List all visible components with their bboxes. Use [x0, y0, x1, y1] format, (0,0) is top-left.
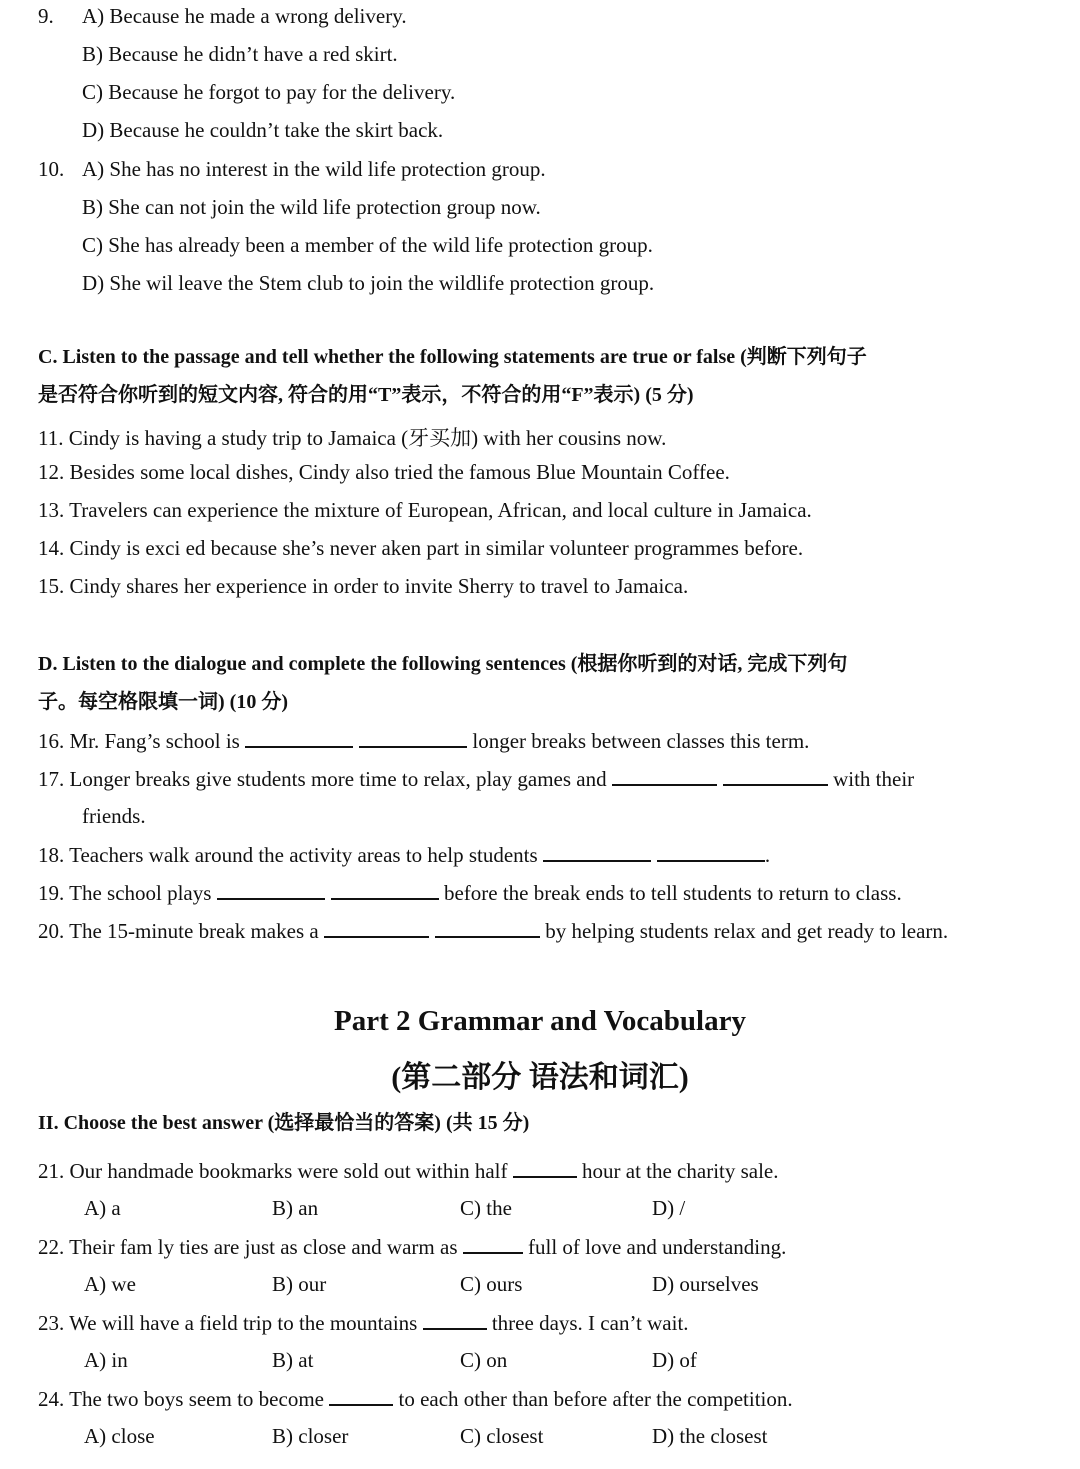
statement-14: 14. Cindy is exci ed because she’s never aken part in similar volunteer programmes before.: [38, 536, 804, 560]
question-24-option-d: D) the closest: [652, 1424, 768, 1448]
question-9-number: 9.: [38, 4, 54, 28]
answer-blank[interactable]: [423, 1310, 487, 1330]
question-20: [38, 918, 948, 944]
answer-blank[interactable]: [359, 728, 467, 748]
section-d-heading-line2: 子。每空格限填一词) (10 分): [38, 691, 288, 713]
question-10-option-d: D) She wil leave the Stem club to join the wildlife protection group.: [82, 271, 655, 295]
question-19-text: 19. The school plays: [38, 881, 212, 905]
section-c-heading-line2: 是否符合你听到的短文内容, 符合的用“T”表示，不符合的用“F”表示) (5 分): [38, 384, 694, 406]
answer-blank[interactable]: [543, 842, 651, 862]
question-23-text-after: three days. I can’t wait.: [491, 1311, 689, 1335]
question-17-text: 17. Longer breaks give students more time to relax, play games and: [38, 767, 607, 791]
statement-15: 15. Cindy shares her experience in order to invite Sherry to travel to Jamaica.: [38, 574, 689, 598]
question-20-text: 20. The 15-minute break makes a: [38, 919, 319, 943]
part-2-title: Part 2 Grammar and Vocabulary: [334, 1005, 746, 1037]
question-22-option-c: C) ours: [460, 1272, 523, 1296]
question-22-option-b: B) our: [272, 1272, 327, 1296]
statement-13: 13. Travelers can experience the mixture of European, African, and local culture in Jamaica.: [38, 498, 812, 522]
question-22-option-d: D) ourselves: [652, 1272, 759, 1296]
question-10-option-b: B) She can not join the wild life protection group now.: [82, 195, 541, 219]
answer-blank[interactable]: [513, 1158, 577, 1178]
question-20-text-after: by helping students relax and get ready to learn.: [545, 919, 949, 943]
question-9-option-b: B) Because he didn’t have a red skirt.: [82, 42, 398, 66]
question-16-text: 16. Mr. Fang’s school is: [38, 729, 240, 753]
statement-12: 12. Besides some local dishes, Cindy also tried the famous Blue Mountain Coffee.: [38, 460, 730, 484]
question-23-text: 23. We will have a field trip to the mountains: [38, 1311, 418, 1335]
question-10-option-c: C) She has already been a member of the wild life protection group.: [82, 233, 653, 257]
answer-blank[interactable]: [331, 880, 439, 900]
question-24: [38, 1386, 793, 1412]
question-23-option-c: C) on: [460, 1348, 508, 1372]
question-19: [38, 880, 902, 906]
question-16-text-after: longer breaks between classes this term.: [472, 729, 810, 753]
answer-blank[interactable]: [657, 842, 765, 862]
question-21: [38, 1158, 779, 1184]
question-9-option-d: D) Because he couldn’t take the skirt back.: [82, 118, 444, 142]
question-22-text: 22. Their fam ly ties are just as close and warm as: [38, 1235, 458, 1259]
answer-blank[interactable]: [324, 918, 429, 938]
question-24-text: 24. The two boys seem to become: [38, 1387, 324, 1411]
statement-11: 11. Cindy is having a study trip to Jamaica (牙买加) with her cousins now.: [38, 426, 667, 450]
section-c-heading-line1: C. Listen to the passage and tell whether the following statements are true or false (判断下列句子: [38, 346, 867, 368]
answer-blank[interactable]: [329, 1386, 393, 1406]
question-21-option-a: A) a: [84, 1196, 121, 1220]
question-17-text-after: with their: [833, 767, 915, 791]
question-9-option-c: C) Because he forgot to pay for the delivery.: [82, 80, 456, 104]
question-23-option-b: B) at: [272, 1348, 314, 1372]
question-23-option-a: A) in: [84, 1348, 128, 1372]
question-17: [38, 766, 914, 792]
question-21-option-c: C) the: [460, 1196, 512, 1220]
question-21-text: 21. Our handmade bookmarks were sold out within half: [38, 1159, 508, 1183]
question-16: [38, 728, 809, 754]
question-18: [38, 842, 770, 868]
section-d-heading-line1: D. Listen to the dialogue and complete the following sentences (根据你听到的对话, 完成下列句: [38, 653, 848, 675]
answer-blank[interactable]: [245, 728, 353, 748]
question-24-text-after: to each other than before after the competition.: [398, 1387, 793, 1411]
question-22-text-after: full of love and understanding.: [528, 1235, 787, 1259]
answer-blank[interactable]: [612, 766, 717, 786]
part-2-subtitle: (第二部分 语法和词汇): [391, 1061, 689, 1094]
question-10-number: 10.: [38, 157, 65, 181]
question-24-option-b: B) closer: [272, 1424, 349, 1448]
question-23: [38, 1310, 689, 1336]
question-9-option-a: A) Because he made a wrong delivery.: [82, 4, 407, 28]
question-22: [38, 1234, 786, 1260]
question-18-text: 18. Teachers walk around the activity areas to help students: [38, 843, 538, 867]
answer-blank[interactable]: [217, 880, 325, 900]
answer-blank[interactable]: [723, 766, 828, 786]
question-24-option-a: A) close: [84, 1424, 155, 1448]
question-21-text-after: hour at the charity sale.: [582, 1159, 779, 1183]
answer-blank[interactable]: [463, 1234, 523, 1254]
question-23-option-d: D) of: [652, 1348, 697, 1372]
answer-blank[interactable]: [435, 918, 540, 938]
question-18-period: .: [764, 843, 771, 867]
question-24-option-c: C) closest: [460, 1424, 544, 1448]
section-ii-heading: II. Choose the best answer (选择最恰当的答案) (共 15 分): [38, 1112, 530, 1134]
question-21-option-d: D) /: [652, 1196, 686, 1220]
question-19-text-after: before the break ends to tell students to return to class.: [443, 881, 902, 905]
question-21-option-b: B) an: [272, 1196, 319, 1220]
question-22-option-a: A) we: [84, 1272, 136, 1296]
question-17-continuation: friends.: [82, 804, 146, 828]
question-10-option-a: A) She has no interest in the wild life protection group.: [82, 157, 546, 181]
